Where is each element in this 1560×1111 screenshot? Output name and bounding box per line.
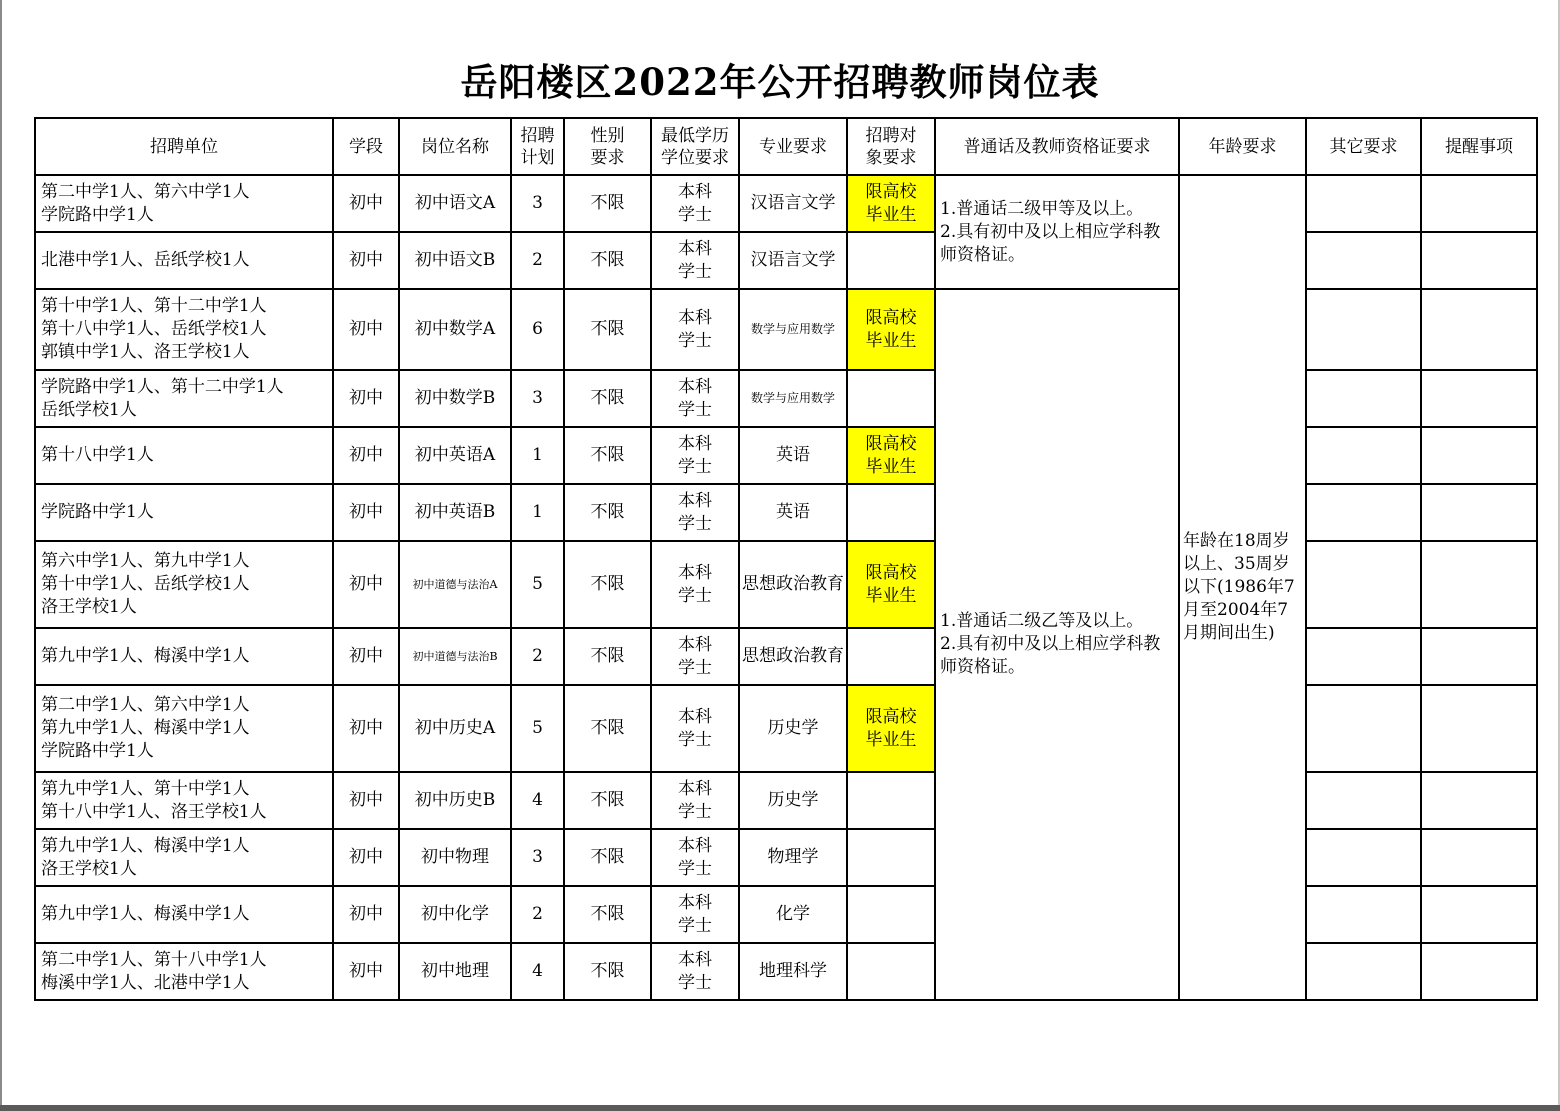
cell-gender: 不限	[564, 886, 651, 943]
header-notes: 提醒事项	[1421, 118, 1537, 175]
cell-stage: 初中	[333, 541, 399, 628]
header-gender: 性别 要求	[564, 118, 651, 175]
cell-cert-group-2: 1.普通话二级乙等及以上。 2.具有初中及以上相应学科教师资格证。	[935, 289, 1179, 1000]
header-cert: 普通话及教师资格证要求	[935, 118, 1179, 175]
cell-degree: 本科 学士	[651, 829, 739, 886]
cell-notes	[1421, 370, 1537, 427]
cell-target: 限高校 毕业生	[847, 541, 935, 628]
cell-stage: 初中	[333, 370, 399, 427]
cell-stage: 初中	[333, 943, 399, 1000]
cell-gender: 不限	[564, 943, 651, 1000]
cell-position: 初中语文B	[399, 232, 511, 289]
cell-unit: 第二中学1人、第六中学1人 学院路中学1人	[35, 175, 333, 232]
cell-degree: 本科 学士	[651, 886, 739, 943]
cell-target: 限高校 毕业生	[847, 427, 935, 484]
cell-gender: 不限	[564, 289, 651, 370]
cell-unit: 学院路中学1人、第十二中学1人 岳纸学校1人	[35, 370, 333, 427]
cell-notes	[1421, 427, 1537, 484]
cell-gender: 不限	[564, 628, 651, 685]
header-degree: 最低学历 学位要求	[651, 118, 739, 175]
cell-other	[1306, 886, 1421, 943]
cell-gender: 不限	[564, 685, 651, 772]
cell-degree: 本科 学士	[651, 628, 739, 685]
header-other: 其它要求	[1306, 118, 1421, 175]
cell-plan: 4	[511, 772, 564, 829]
cell-other	[1306, 370, 1421, 427]
cell-stage: 初中	[333, 829, 399, 886]
cell-major: 数学与应用数学	[739, 289, 847, 370]
cell-stage: 初中	[333, 772, 399, 829]
cell-notes	[1421, 685, 1537, 772]
cell-position: 初中历史A	[399, 685, 511, 772]
header-unit: 招聘单位	[35, 118, 333, 175]
cell-position: 初中历史B	[399, 772, 511, 829]
cell-target	[847, 772, 935, 829]
cell-other	[1306, 685, 1421, 772]
cell-target	[847, 943, 935, 1000]
cell-major: 地理科学	[739, 943, 847, 1000]
cell-plan: 2	[511, 628, 564, 685]
cell-gender: 不限	[564, 232, 651, 289]
cell-target	[847, 370, 935, 427]
cell-major: 汉语言文学	[739, 175, 847, 232]
cell-plan: 1	[511, 484, 564, 541]
cell-unit: 第九中学1人、梅溪中学1人	[35, 886, 333, 943]
cell-unit: 第六中学1人、第九中学1人 第十中学1人、岳纸学校1人 洛王学校1人	[35, 541, 333, 628]
cell-other	[1306, 484, 1421, 541]
table-row	[35, 289, 1537, 370]
header-major: 专业要求	[739, 118, 847, 175]
cell-other	[1306, 175, 1421, 232]
cell-gender: 不限	[564, 541, 651, 628]
cell-plan: 3	[511, 370, 564, 427]
table-row	[35, 685, 1537, 772]
cell-position: 初中道德与法治B	[399, 628, 511, 685]
cell-other	[1306, 232, 1421, 289]
cell-major: 历史学	[739, 772, 847, 829]
cell-degree: 本科 学士	[651, 943, 739, 1000]
cell-gender: 不限	[564, 484, 651, 541]
cell-unit: 第二中学1人、第十八中学1人 梅溪中学1人、北港中学1人	[35, 943, 333, 1000]
cell-plan: 4	[511, 943, 564, 1000]
window-bottom-bar	[0, 1105, 1560, 1111]
cell-plan: 2	[511, 886, 564, 943]
cell-target	[847, 484, 935, 541]
cell-stage: 初中	[333, 628, 399, 685]
cell-position: 初中物理	[399, 829, 511, 886]
cell-major: 思想政治教育	[739, 541, 847, 628]
cell-target: 限高校 毕业生	[847, 685, 935, 772]
cell-plan: 3	[511, 175, 564, 232]
cell-stage: 初中	[333, 484, 399, 541]
table-row	[35, 628, 1537, 685]
cell-major: 英语	[739, 484, 847, 541]
cell-target: 限高校 毕业生	[847, 289, 935, 370]
table-row	[35, 943, 1537, 1000]
table-row	[35, 427, 1537, 484]
cell-plan: 2	[511, 232, 564, 289]
cell-gender: 不限	[564, 427, 651, 484]
cell-position: 初中数学B	[399, 370, 511, 427]
cell-major: 思想政治教育	[739, 628, 847, 685]
cell-degree: 本科 学士	[651, 370, 739, 427]
cell-gender: 不限	[564, 772, 651, 829]
cell-unit: 第九中学1人、梅溪中学1人	[35, 628, 333, 685]
header-plan: 招聘 计划	[511, 118, 564, 175]
header-position: 岗位名称	[399, 118, 511, 175]
header-row	[35, 118, 1537, 175]
cell-plan: 6	[511, 289, 564, 370]
cell-plan: 3	[511, 829, 564, 886]
cell-cert-group-1: 1.普通话二级甲等及以上。 2.具有初中及以上相应学科教师资格证。	[935, 175, 1179, 289]
cell-target	[847, 886, 935, 943]
cell-unit: 第十八中学1人	[35, 427, 333, 484]
cell-notes	[1421, 943, 1537, 1000]
cell-degree: 本科 学士	[651, 772, 739, 829]
cell-notes	[1421, 772, 1537, 829]
header-stage: 学段	[333, 118, 399, 175]
cell-notes	[1421, 829, 1537, 886]
cell-other	[1306, 829, 1421, 886]
cell-gender: 不限	[564, 175, 651, 232]
table-row	[35, 175, 1537, 232]
table-row	[35, 886, 1537, 943]
cell-unit: 第九中学1人、第十中学1人 第十八中学1人、洛王学校1人	[35, 772, 333, 829]
cell-notes	[1421, 232, 1537, 289]
table-row	[35, 232, 1537, 289]
cell-unit: 第十中学1人、第十二中学1人 第十八中学1人、岳纸学校1人 郭镇中学1人、洛王学校1人	[35, 289, 333, 370]
cell-other	[1306, 427, 1421, 484]
cell-unit: 第二中学1人、第六中学1人 第九中学1人、梅溪中学1人 学院路中学1人	[35, 685, 333, 772]
cell-plan: 5	[511, 541, 564, 628]
cell-target	[847, 628, 935, 685]
cell-notes	[1421, 886, 1537, 943]
cell-degree: 本科 学士	[651, 232, 739, 289]
window-left-edge	[0, 0, 2, 1111]
table-row	[35, 484, 1537, 541]
cell-notes	[1421, 289, 1537, 370]
recruitment-table	[34, 117, 1538, 1001]
cell-unit: 第九中学1人、梅溪中学1人 洛王学校1人	[35, 829, 333, 886]
cell-other	[1306, 628, 1421, 685]
cell-unit: 北港中学1人、岳纸学校1人	[35, 232, 333, 289]
cell-major: 数学与应用数学	[739, 370, 847, 427]
cell-other	[1306, 943, 1421, 1000]
cell-plan: 5	[511, 685, 564, 772]
cell-position: 初中道德与法治A	[399, 541, 511, 628]
cell-other	[1306, 772, 1421, 829]
cell-target: 限高校 毕业生	[847, 175, 935, 232]
cell-position: 初中地理	[399, 943, 511, 1000]
cell-degree: 本科 学士	[651, 541, 739, 628]
cell-unit: 学院路中学1人	[35, 484, 333, 541]
cell-notes	[1421, 628, 1537, 685]
cell-other	[1306, 541, 1421, 628]
page-title: 岳阳楼区2022年公开招聘教师岗位表	[460, 60, 1100, 104]
table-row	[35, 541, 1537, 628]
cell-degree: 本科 学士	[651, 289, 739, 370]
cell-position: 初中语文A	[399, 175, 511, 232]
table-row	[35, 829, 1537, 886]
table-row	[35, 370, 1537, 427]
cell-stage: 初中	[333, 685, 399, 772]
cell-target	[847, 829, 935, 886]
cell-position: 初中英语B	[399, 484, 511, 541]
table-row	[35, 772, 1537, 829]
cell-position: 初中化学	[399, 886, 511, 943]
cell-position: 初中英语A	[399, 427, 511, 484]
cell-stage: 初中	[333, 175, 399, 232]
cell-degree: 本科 学士	[651, 685, 739, 772]
header-target: 招聘对 象要求	[847, 118, 935, 175]
cell-major: 历史学	[739, 685, 847, 772]
cell-notes	[1421, 484, 1537, 541]
cell-position: 初中数学A	[399, 289, 511, 370]
cell-gender: 不限	[564, 370, 651, 427]
cell-major: 英语	[739, 427, 847, 484]
cell-degree: 本科 学士	[651, 427, 739, 484]
cell-other	[1306, 289, 1421, 370]
cell-gender: 不限	[564, 829, 651, 886]
cell-stage: 初中	[333, 886, 399, 943]
cell-major: 化学	[739, 886, 847, 943]
cell-plan: 1	[511, 427, 564, 484]
cell-degree: 本科 学士	[651, 175, 739, 232]
cell-target	[847, 232, 935, 289]
cell-notes	[1421, 541, 1537, 628]
cell-stage: 初中	[333, 232, 399, 289]
cell-notes	[1421, 175, 1537, 232]
header-age: 年龄要求	[1179, 118, 1306, 175]
cell-age-requirement: 年龄在18周岁以上、35周岁以下(1986年7月至2004年7月期间出生)	[1179, 175, 1306, 1000]
cell-major: 物理学	[739, 829, 847, 886]
cell-major: 汉语言文学	[739, 232, 847, 289]
cell-stage: 初中	[333, 289, 399, 370]
cell-degree: 本科 学士	[651, 484, 739, 541]
cell-stage: 初中	[333, 427, 399, 484]
